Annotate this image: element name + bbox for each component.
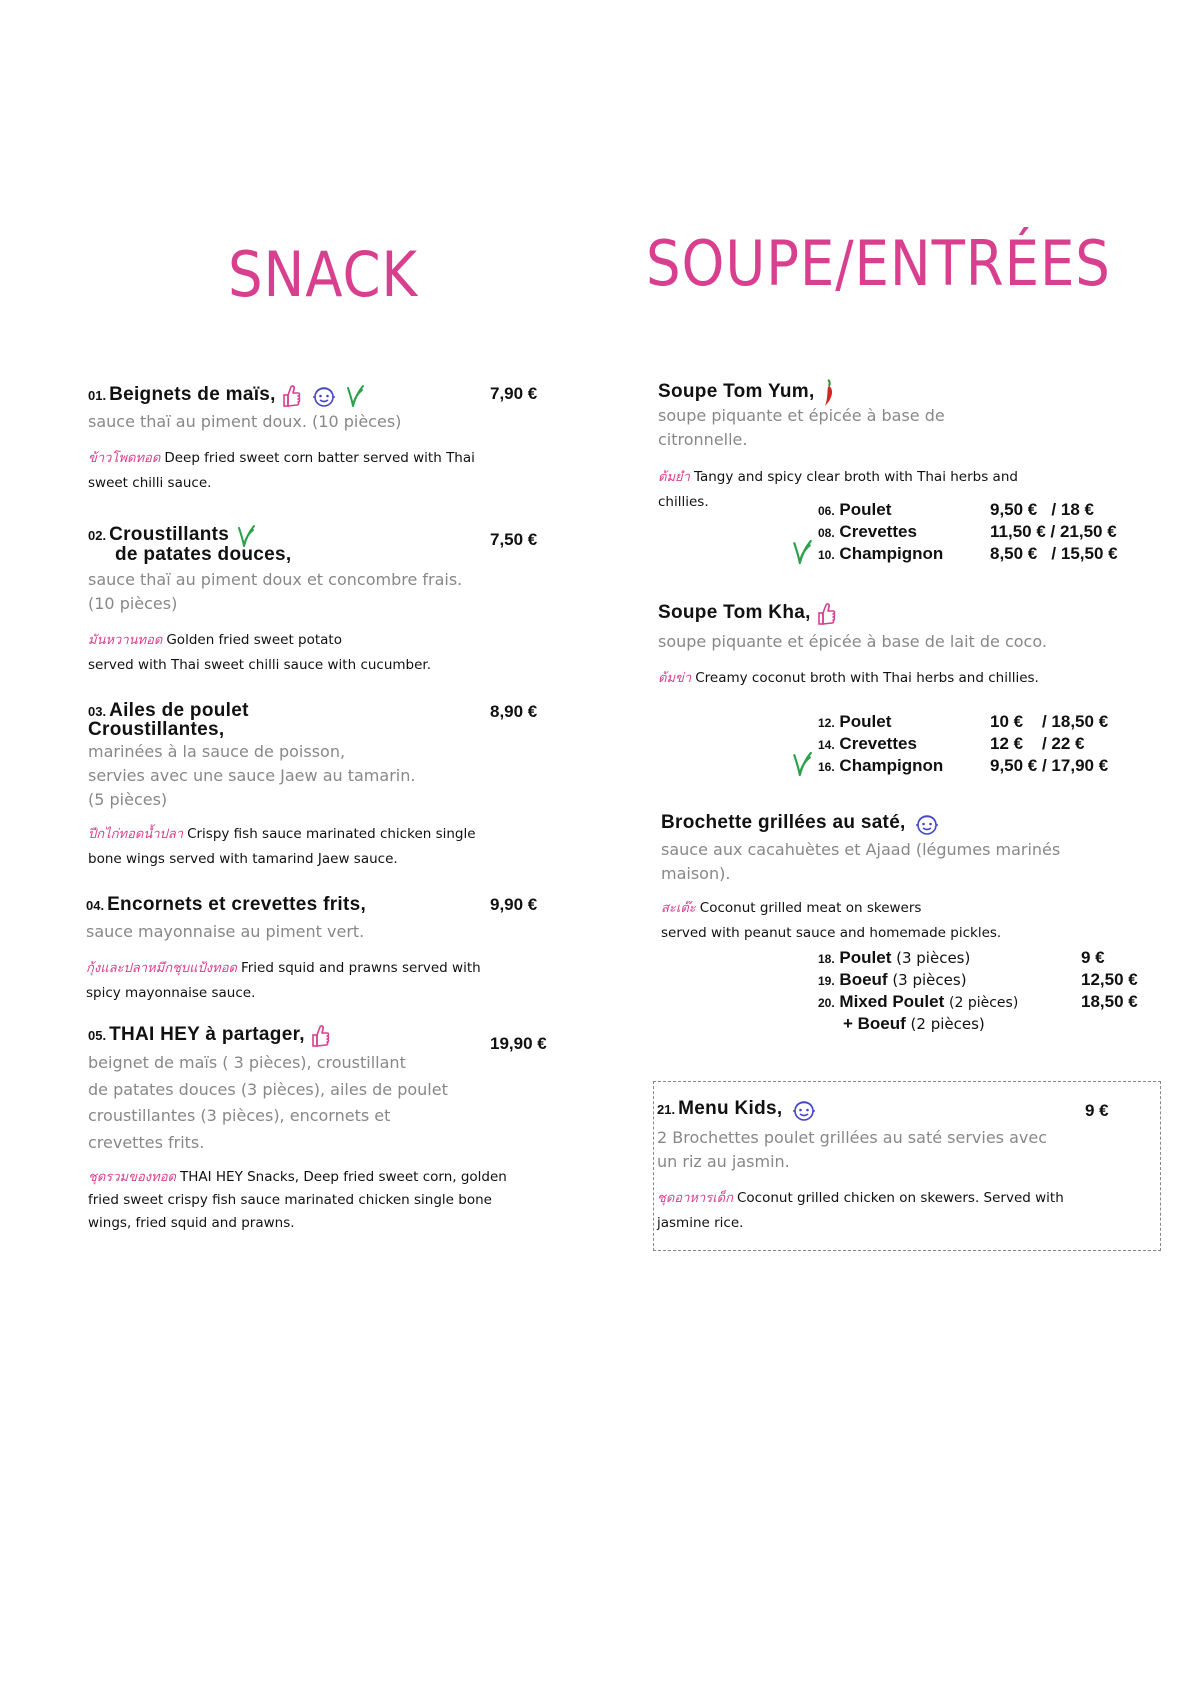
item-description: sauce aux cacahuètes et Ajaad (légumes marinés maison). bbox=[661, 840, 1061, 883]
item-english-description: ต้มข่า Creamy coconut broth with Thai herbs and chillies. bbox=[658, 670, 1039, 686]
item-name-line-2: de patates douces, bbox=[115, 544, 292, 565]
item-english-description: สะเต๊ะ Coconut grilled meat on skewers served with peanut sauce and homemade pickles. bbox=[661, 900, 1002, 941]
item-number: 04. bbox=[86, 898, 105, 913]
item-description: soupe piquante et épicée à base de lait de coco. bbox=[658, 632, 1047, 651]
item-english-description: มันหวานทอด Golden fried sweet potato served with Thai sweet chilli sauce with cucumber. bbox=[88, 632, 432, 673]
item-description: marinées à la sauce de poisson, servies avec une sauce Jaew au tamarin. (5 pièces) bbox=[88, 742, 416, 809]
option-price: 12,50 € bbox=[1081, 970, 1138, 989]
item-english-description: ข้าวโพดทอด Deep fried sweet corn batter served with Thai sweet chilli sauce. bbox=[88, 450, 475, 491]
item-description: sauce mayonnaise au piment vert. bbox=[86, 922, 365, 941]
item-name: Beignets de maïs, bbox=[109, 384, 276, 406]
item-english-description: ชุดอาหารเด็ก Coconut grilled chicken on skewers. Served with jasmine rice. bbox=[657, 1190, 1064, 1231]
thai-name: ต้มข่า bbox=[658, 671, 692, 686]
option-row: + Boeuf (2 pièces) bbox=[843, 1014, 985, 1033]
thumbs-up-icon bbox=[311, 1024, 331, 1048]
item-price: 9,90 € bbox=[490, 895, 538, 914]
item-description: sauce thaï au piment doux. (10 pièces) bbox=[88, 412, 402, 431]
item-english-description: กุ้งและปลาหมึกชุบแป้งทอด Fried squid and prawns served with spicy mayonnaise sauce. bbox=[86, 960, 481, 1001]
item-number: 01. bbox=[88, 388, 107, 404]
item-price: 8,90 € bbox=[490, 702, 538, 721]
thai-name: กุ้งและปลาหมึกชุบแป้งทอด bbox=[86, 961, 237, 976]
item-english-description: ปีกไก่ทอดน้ำปลา Crispy fish sauce marinated chicken single bone wings served with tamarind Jaew sauce. bbox=[88, 826, 476, 867]
thai-name: ปีกไก่ทอดน้ำปลา bbox=[88, 827, 184, 842]
item-price: 19,90 € bbox=[490, 1034, 547, 1053]
smiley-icon bbox=[789, 1098, 819, 1122]
thumbs-up-icon bbox=[282, 384, 302, 408]
thai-name: สะเต๊ะ bbox=[661, 901, 696, 916]
item-price: 7,50 € bbox=[490, 530, 538, 549]
item-number: 21. bbox=[657, 1102, 676, 1118]
item-name-line-2: Croustillantes, bbox=[88, 719, 225, 740]
smiley-icon bbox=[309, 384, 339, 408]
option-price: 9 € bbox=[1081, 948, 1105, 967]
item-price: 9 € bbox=[1085, 1101, 1109, 1120]
snack-section-title: SNACK bbox=[228, 238, 419, 311]
vegetarian-leaf-icon bbox=[345, 384, 365, 408]
thai-name: ชุดรวมของทอด bbox=[88, 1170, 176, 1185]
thai-name: มันหวานทอด bbox=[88, 633, 163, 648]
item-name: Brochette grillées au saté, bbox=[661, 812, 906, 834]
item-price: 7,90 € bbox=[490, 384, 538, 403]
item-description: soupe piquante et épicée à base de citronnelle. bbox=[658, 406, 945, 449]
thai-name: ต้มยำ bbox=[658, 470, 690, 485]
option-row: 06. Poulet bbox=[818, 500, 892, 519]
option-price: 9,50 € / 17,90 € bbox=[990, 756, 1109, 775]
item-description: 2 Brochettes poulet grillées au saté servies avec un riz au jasmin. bbox=[657, 1128, 1047, 1171]
item-description: beignet de maïs ( 3 pièces), croustillant de patates douces (3 pièces), ailes de poulet croustillantes (3 pièces), encornets et crevettes frits. bbox=[88, 1053, 448, 1152]
item-number: 03. bbox=[88, 704, 107, 719]
option-price: 18,50 € bbox=[1081, 992, 1138, 1011]
item-description: sauce thaï au piment doux et concombre frais. (10 pièces) bbox=[88, 570, 463, 613]
option-row: 10. Champignon bbox=[818, 544, 944, 563]
option-row: 16. Champignon bbox=[818, 756, 944, 775]
option-price: 8,50 € / 15,50 € bbox=[990, 544, 1118, 563]
option-row: 08. Crevettes bbox=[818, 522, 917, 541]
item-name: Soupe Tom Kha, bbox=[658, 602, 811, 624]
thumbs-up-icon bbox=[817, 602, 837, 626]
thai-name: ข้าวโพดทอด bbox=[88, 451, 161, 466]
option-row: 12. Poulet bbox=[818, 712, 892, 731]
item-number: 02. bbox=[88, 528, 107, 544]
item-english-description: ชุดรวมของทอด THAI HEY Snacks, Deep fried sweet corn, golden fried sweet crispy fish sauce marinated chicken single bone wings, fried squid and prawns. bbox=[88, 1169, 507, 1231]
vegetarian-leaf-icon bbox=[791, 750, 813, 778]
item-name: Croustillants bbox=[109, 524, 230, 546]
option-row: 18. Poulet (3 pièces) bbox=[818, 948, 971, 967]
option-price: 11,50 € / 21,50 € bbox=[990, 522, 1117, 541]
item-name: Menu Kids, bbox=[678, 1098, 783, 1120]
option-price: 10 € / 18,50 € bbox=[990, 712, 1109, 731]
item-english-description: ต้มยำ Tangy and spicy clear broth with Thai herbs and chillies. bbox=[658, 469, 1018, 510]
item-number: 05. bbox=[88, 1028, 107, 1044]
option-row: 14. Crevettes bbox=[818, 734, 917, 753]
option-row: 20. Mixed Poulet (2 pièces) bbox=[818, 992, 1019, 1011]
soupe-section-title: SOUPE/ENTRÉES bbox=[646, 227, 1111, 300]
item-name: Encornets et crevettes frits, bbox=[107, 894, 367, 915]
option-row: 19. Boeuf (3 pièces) bbox=[818, 970, 967, 989]
option-price: 12 € / 22 € bbox=[990, 734, 1085, 753]
smiley-icon bbox=[912, 812, 942, 836]
item-name: Soupe Tom Yum, bbox=[658, 381, 815, 403]
item-name: Ailes de poulet bbox=[109, 700, 249, 721]
item-name: THAI HEY à partager, bbox=[109, 1024, 305, 1046]
option-price: 9,50 € / 18 € bbox=[990, 500, 1094, 519]
thai-name: ชุดอาหารเด็ก bbox=[657, 1191, 733, 1206]
vegetarian-leaf-icon bbox=[791, 538, 813, 566]
